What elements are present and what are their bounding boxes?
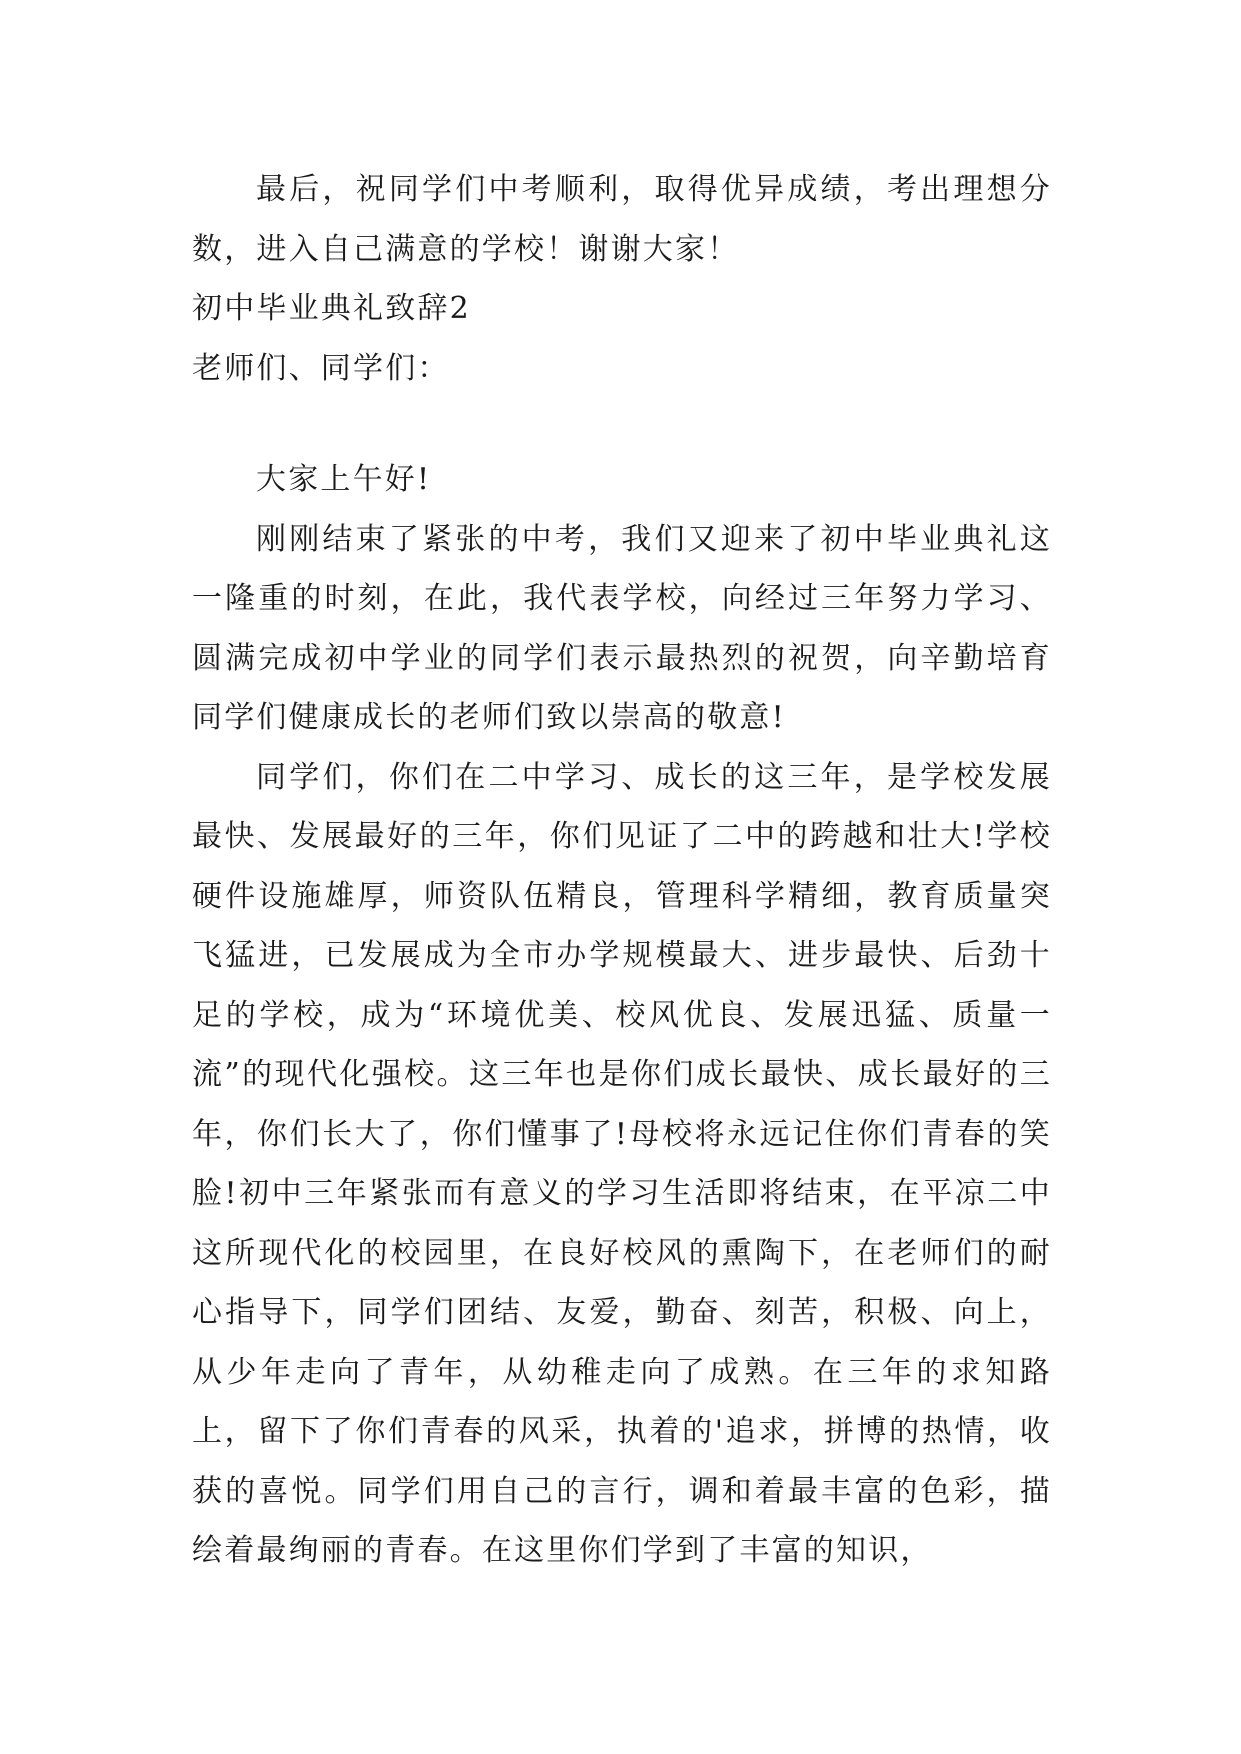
paragraph-spacer	[192, 398, 1052, 450]
document-body	[192, 160, 1052, 1581]
greeting-paragraph: 大家上午好!	[256, 462, 432, 497]
body-paragraph-2: 同学们，你们在二中学习、成长的这三年，是学校发展最快、发展最好的三年，你们见证了二中的跨越和壮大!学校硬件设施雄厚，师资队伍精良，管理科学精细，教育质量突飞猛进，已发展成为全市办学规模最大、进步最快、后劲十足的学校，成为“环境优美、校风优良、发展迅猛、质量一流”的现代化强校。这三年也是你们成长最快、成长最好的三年，你们长大了，你们懂事了!母校将永远记住你们青春的笑脸!初中三年紧张而有意义的学习生活即将结束，在平凉二中这所现代化的校园里，在良好校风的熏陶下，在老师们的耐心指导下，同学们团结、友爱，勤奋、刻苦，积极、向上，从少年走向了青年，从幼稚走向了成熟。在三年的求知路上，留下了你们青春的风采，执着的'追求，拼博的热情，收获的喜悦。同学们用自己的言行，调和着最丰富的色彩，描绘着最绚丽的青春。在这里你们学到了丰富的知识，	[192, 759, 1052, 1568]
salutation-line: 老师们、同学们：	[192, 350, 450, 386]
body-paragraph-1: 刚刚结束了紧张的中考，我们又迎来了初中毕业典礼这一隆重的时刻，在此，我代表学校，向经过三年努力学习、圆满完成初中学业的同学们表示最热烈的祝贺，向辛勤培育同学们健康成长的老师们致以崇高的敬意!	[192, 521, 1052, 735]
section-title: 初中毕业典礼致辞2	[192, 291, 471, 326]
closing-paragraph: 最后，祝同学们中考顺利，取得优异成绩，考出理想分数，进入自己满意的学校！谢谢大家！	[192, 172, 1052, 267]
